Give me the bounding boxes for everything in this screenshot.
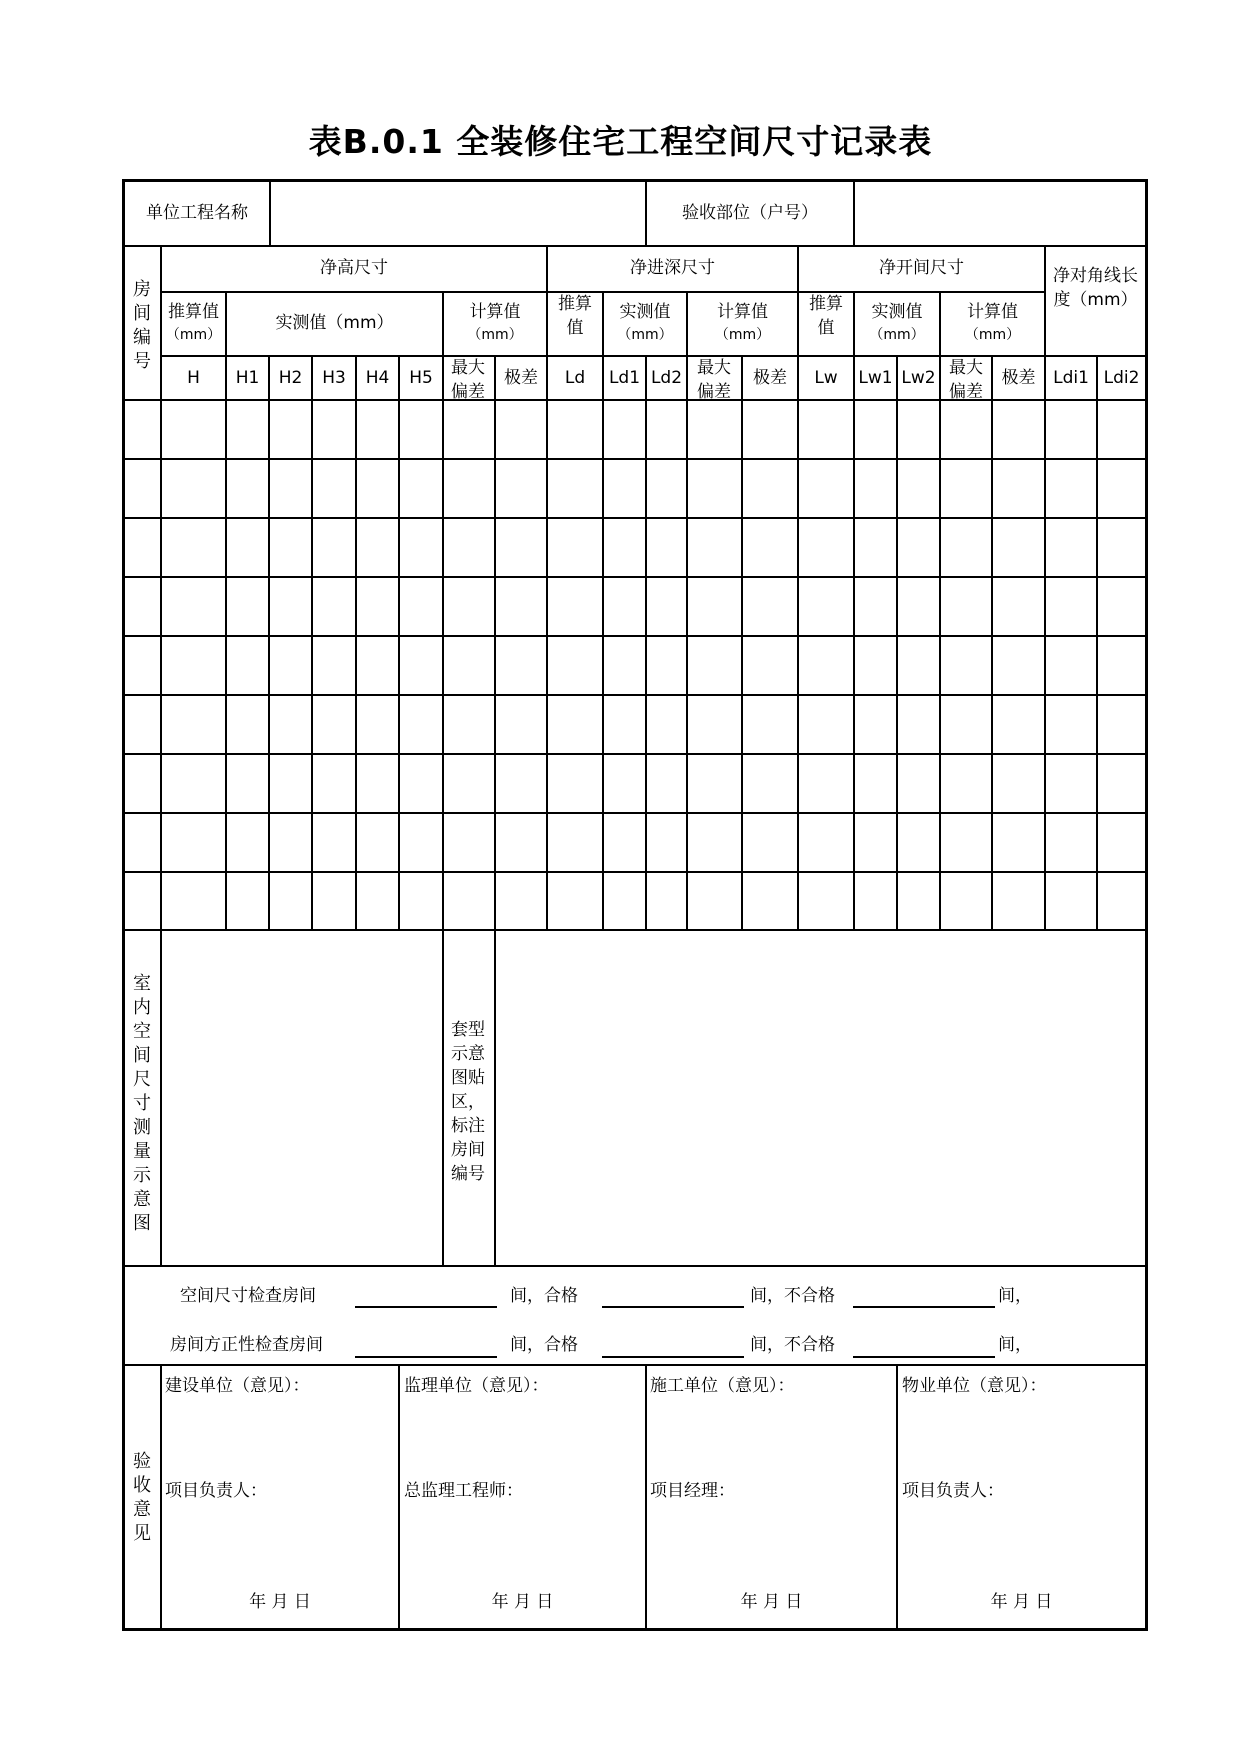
contractor-person-label: 项目经理：	[650, 1481, 735, 1501]
depth-computed-label: 计算值	[717, 302, 768, 322]
space-check-fail-field[interactable]	[853, 1306, 995, 1308]
squareness-check-fail-label: 间，不合格	[750, 1335, 835, 1355]
height-computed-unit: （mm）	[467, 327, 523, 343]
space-check-pass-label: 间，合格	[510, 1286, 578, 1306]
owner-opinion-title: 建设单位（意见）：	[165, 1376, 310, 1396]
property-person-label: 项目负责人：	[902, 1481, 1004, 1501]
height-estimate-unit: （mm）	[165, 327, 222, 343]
column-code: H4	[365, 368, 390, 388]
width-measured-unit: （mm）	[869, 327, 925, 343]
depth-computed-unit: （mm）	[714, 327, 771, 343]
range-label: 极差	[753, 368, 787, 388]
owner-opinion-field[interactable]	[162, 1400, 398, 1470]
unit-layout-paste-area[interactable]	[496, 931, 1145, 1265]
squareness-check-fail-field[interactable]	[853, 1356, 995, 1358]
squareness-check-pass-field[interactable]	[602, 1356, 744, 1358]
column-code: H5	[409, 368, 433, 388]
supervisor-date: 年 月 日	[491, 1592, 554, 1612]
height-measured-label: 实测值（mm）	[275, 313, 394, 333]
squareness-check-rooms-field[interactable]	[355, 1356, 497, 1358]
contractor-opinion-title: 施工单位（意见）：	[650, 1376, 795, 1396]
net-height-header: 净高尺寸	[320, 258, 388, 278]
squareness-check-pass-label: 间，合格	[510, 1335, 578, 1355]
width-computed-unit: （mm）	[964, 327, 1021, 343]
unit-layout-label: 套型示意图贴区，标注房间编号	[451, 1020, 485, 1184]
column-code: H1	[235, 368, 260, 388]
column-code: Ld2	[650, 368, 683, 388]
width-computed-label: 计算值	[967, 302, 1018, 322]
indoor-space-diagram-label: 室内空间尺寸测量示意图	[133, 973, 151, 1234]
supervisor-person-label: 总监理工程师：	[404, 1481, 523, 1501]
max-deviation-label: 最大偏差	[697, 358, 731, 402]
location-label: 验收部位（户号）	[682, 203, 818, 223]
depth-measured-unit: （mm）	[617, 327, 673, 343]
column-code: H3	[322, 368, 346, 388]
height-computed-label: 计算值	[469, 302, 521, 322]
height-estimate-label: 推算值	[168, 302, 219, 322]
space-check-rooms-field[interactable]	[355, 1306, 497, 1308]
space-check-end: 间，	[998, 1286, 1032, 1306]
measurement-diagram-area[interactable]	[162, 931, 442, 1265]
column-code: Lw2	[901, 368, 936, 388]
room-number-header: 房间编号	[133, 279, 151, 372]
column-code: Ld	[564, 368, 586, 388]
depth-measured-label: 实测值	[619, 302, 671, 322]
squareness-check-end: 间，	[998, 1335, 1032, 1355]
net-width-header: 净开间尺寸	[879, 258, 964, 278]
column-code: H	[187, 368, 200, 388]
column-code: Ld1	[608, 368, 641, 388]
supervisor-opinion-field[interactable]	[400, 1400, 645, 1470]
space-check-label: 空间尺寸检查房间	[180, 1286, 316, 1306]
range-label: 极差	[504, 368, 538, 388]
contractor-date: 年 月 日	[740, 1592, 803, 1612]
acceptance-opinion-label: 验收意见	[133, 1451, 151, 1544]
page-title: 表B.0.1 全装修住宅工程空间尺寸记录表	[308, 122, 933, 161]
range-label: 极差	[1001, 368, 1036, 388]
contractor-opinion-field[interactable]	[647, 1400, 896, 1470]
column-code: Lw	[814, 368, 838, 388]
property-opinion-field[interactable]	[898, 1400, 1145, 1470]
owner-date: 年 月 日	[249, 1592, 311, 1612]
space-check-pass-field[interactable]	[602, 1306, 744, 1308]
column-code: H2	[278, 368, 303, 388]
space-check-fail-label: 间，不合格	[750, 1286, 835, 1306]
squareness-check-label: 房间方正性检查房间	[170, 1335, 323, 1355]
supervisor-opinion-title: 监理单位（意见）：	[404, 1376, 549, 1396]
property-opinion-title: 物业单位（意见）：	[902, 1376, 1047, 1396]
depth-estimate-label: 推算值	[558, 294, 592, 338]
column-code: Lw1	[858, 368, 893, 388]
project-name-label: 单位工程名称	[146, 203, 248, 223]
column-code: Ldi2	[1103, 368, 1140, 388]
column-code: Ldi1	[1053, 368, 1089, 388]
net-diagonal-header: 净对角线长度（mm）	[1053, 266, 1138, 310]
max-deviation-label: 最大偏差	[949, 358, 983, 402]
owner-person-label: 项目负责人：	[165, 1481, 267, 1501]
max-deviation-label: 最大偏差	[451, 358, 485, 402]
width-measured-label: 实测值	[871, 302, 923, 322]
net-depth-header: 净进深尺寸	[630, 258, 715, 278]
width-estimate-label: 推算值	[809, 294, 843, 338]
property-date: 年 月 日	[990, 1592, 1053, 1612]
